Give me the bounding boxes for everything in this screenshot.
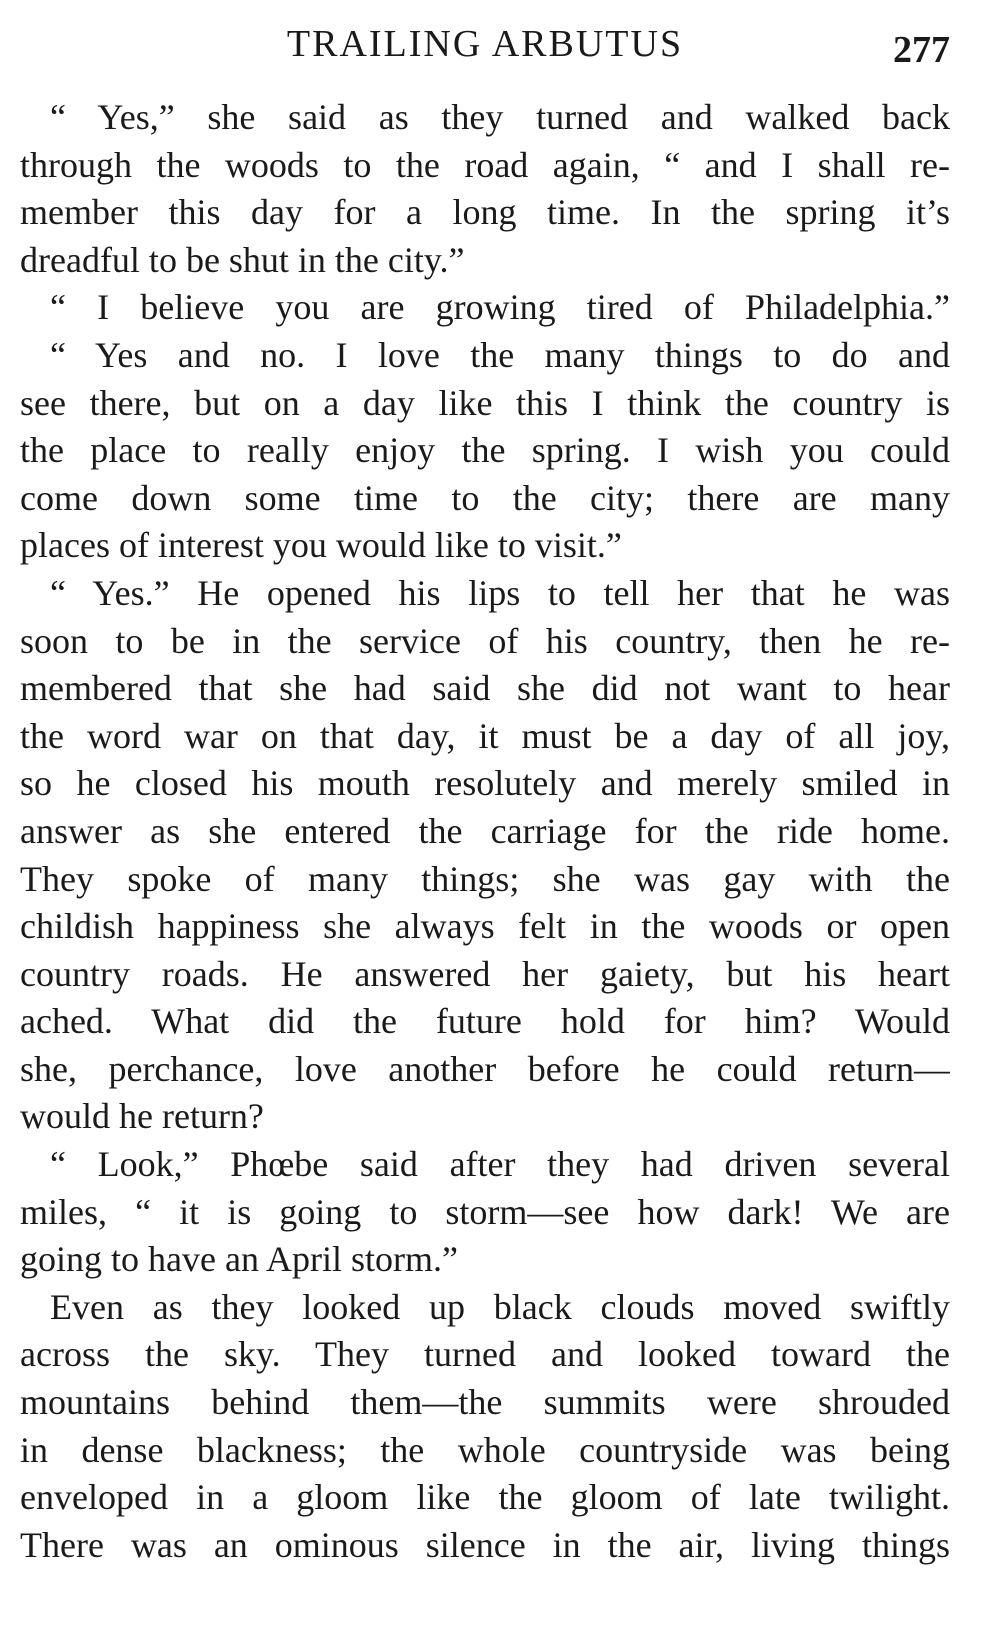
text-line: member this day for a long time. In the spring it’s	[20, 192, 950, 233]
running-title: TRAILING ARBUTUS	[286, 23, 684, 65]
text-line: see there, but on a day like this I think the country is	[20, 382, 950, 423]
text-line: There was an ominous silence in the air, living things	[20, 1524, 950, 1565]
text-line: across the sky. They turned and looked toward the	[20, 1334, 950, 1375]
text-line: come down some time to the city; there are many	[20, 477, 950, 518]
text-line: childish happiness she always felt in the woods or open	[20, 906, 950, 947]
text-line: soon to be in the service of his country, then he re-	[20, 620, 950, 661]
text-line: going to have an April storm.”	[20, 1239, 458, 1280]
text-line: membered that she had said she did not want to hear	[20, 668, 950, 709]
text-line: dreadful to be shut in the city.”	[20, 239, 465, 280]
text-line: “ I believe you are growing tired of Philadelphia.”	[50, 287, 950, 328]
text-line: country roads. He answered her gaiety, but his heart	[20, 953, 950, 994]
page-number: 277	[893, 29, 950, 71]
text-line: answer as she entered the carriage for the ride home.	[20, 810, 950, 851]
text-line: “ Yes and no. I love the many things to do and	[50, 334, 950, 375]
text-line: the place to really enjoy the spring. I wish you could	[20, 430, 950, 471]
text-line: the word war on that day, it must be a day of all joy,	[20, 715, 950, 756]
text-line: miles, “ it is going to storm—see how dark! We are	[20, 1191, 950, 1232]
running-head	[20, 14, 950, 70]
text-line: Even as they looked up black clouds moved swiftly	[50, 1286, 950, 1327]
text-line: ached. What did the future hold for him? Would	[20, 1001, 950, 1042]
text-line: so he closed his mouth resolutely and merely smiled in	[20, 763, 950, 804]
text-line: They spoke of many things; she was gay with the	[20, 858, 950, 899]
text-line: “ Yes.” He opened his lips to tell her that he was	[50, 572, 950, 613]
text-line: in dense blackness; the whole countryside was being	[20, 1429, 950, 1470]
text-body	[20, 94, 950, 1569]
text-line: she, perchance, love another before he could return—	[20, 1048, 950, 1089]
text-line: through the woods to the road again, “ and I shall re-	[20, 144, 950, 185]
text-line: enveloped in a gloom like the gloom of late twilight.	[20, 1477, 950, 1518]
text-line: places of interest you would like to visit.”	[20, 525, 622, 566]
text-line: “ Yes,” she said as they turned and walked back	[50, 97, 950, 137]
text-line: would he return?	[20, 1096, 264, 1137]
text-line: “ Look,” Phœbe said after they had driven several	[50, 1144, 950, 1185]
text-line: mountains behind them—the summits were shrouded	[20, 1382, 950, 1423]
